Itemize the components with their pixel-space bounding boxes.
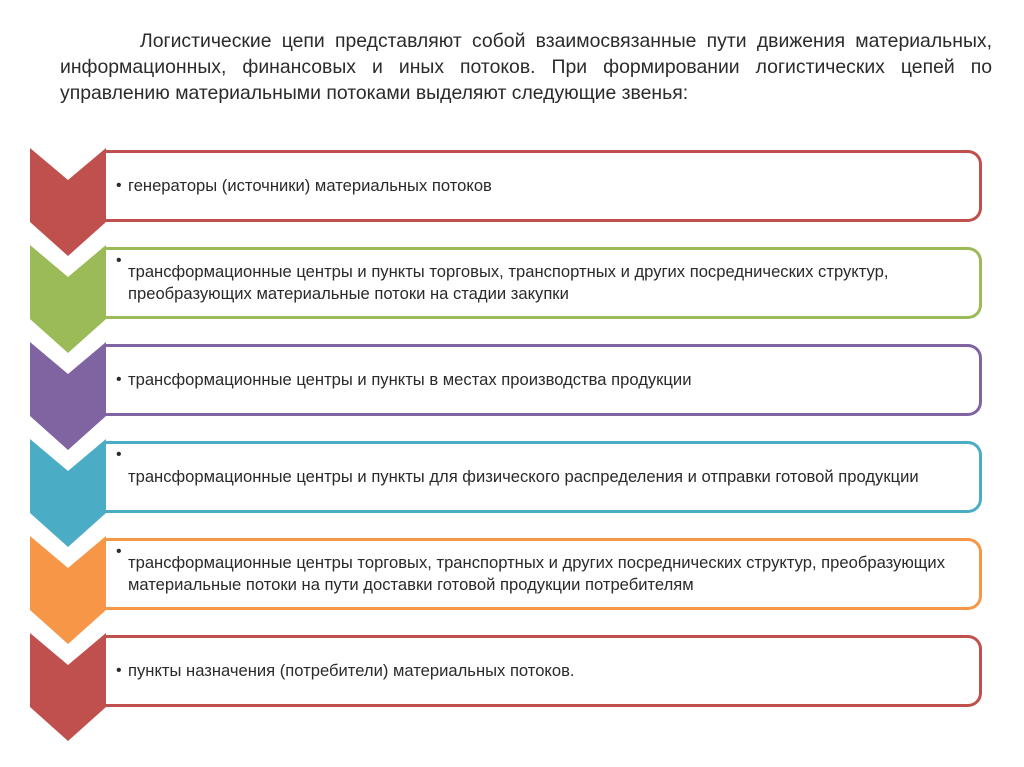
chevron-2 [30,245,106,353]
chain-link-1 [106,150,982,222]
chain-link-2 [106,247,982,319]
chevron-4 [30,439,106,547]
chevron-5 [30,536,106,644]
chain-link-5-text: трансформационные центры торговых, транспортных и других посреднических структур, преобразующих материальные потоки на пути доставки готовой продукции потребителям [128,553,945,594]
chain-link-1-text: генераторы (источники) материальных потоков [128,176,492,195]
chevron-1 [30,148,106,256]
chain-link-3-text: трансформационные центры и пункты в местах производства продукции [128,370,692,389]
chain-link-4-text: трансформационные центры и пункты для физического распределения и отправки готовой продукции [128,467,919,486]
chevron-3 [30,342,106,450]
chain-link-5 [106,538,982,610]
bullet: • [116,252,122,269]
bullet: • [116,371,122,388]
chain-link-6-text: пункты назначения (потребители) материальных потоков. [128,661,575,680]
bullet: • [116,446,122,463]
chain-link-2-text: трансформационные центры и пункты торговых, транспортных и других посреднических структур, преобразующих материальные потоки на стадии закупки [128,262,889,303]
chevron-6 [30,633,106,741]
bullet: • [116,543,122,560]
chain-link-3 [106,344,982,416]
chain-link-6 [106,635,982,707]
bullet: • [116,177,122,194]
chain-link-4 [106,441,982,513]
bullet: • [116,662,122,679]
intro-paragraph: Логистические цепи представляют собой взаимосвязанные пути движения материальных, информационных, финансовых и иных потоков. При формировании логистических цепей по управлению материальными потоками выделяют следующие звенья: [60,30,992,104]
